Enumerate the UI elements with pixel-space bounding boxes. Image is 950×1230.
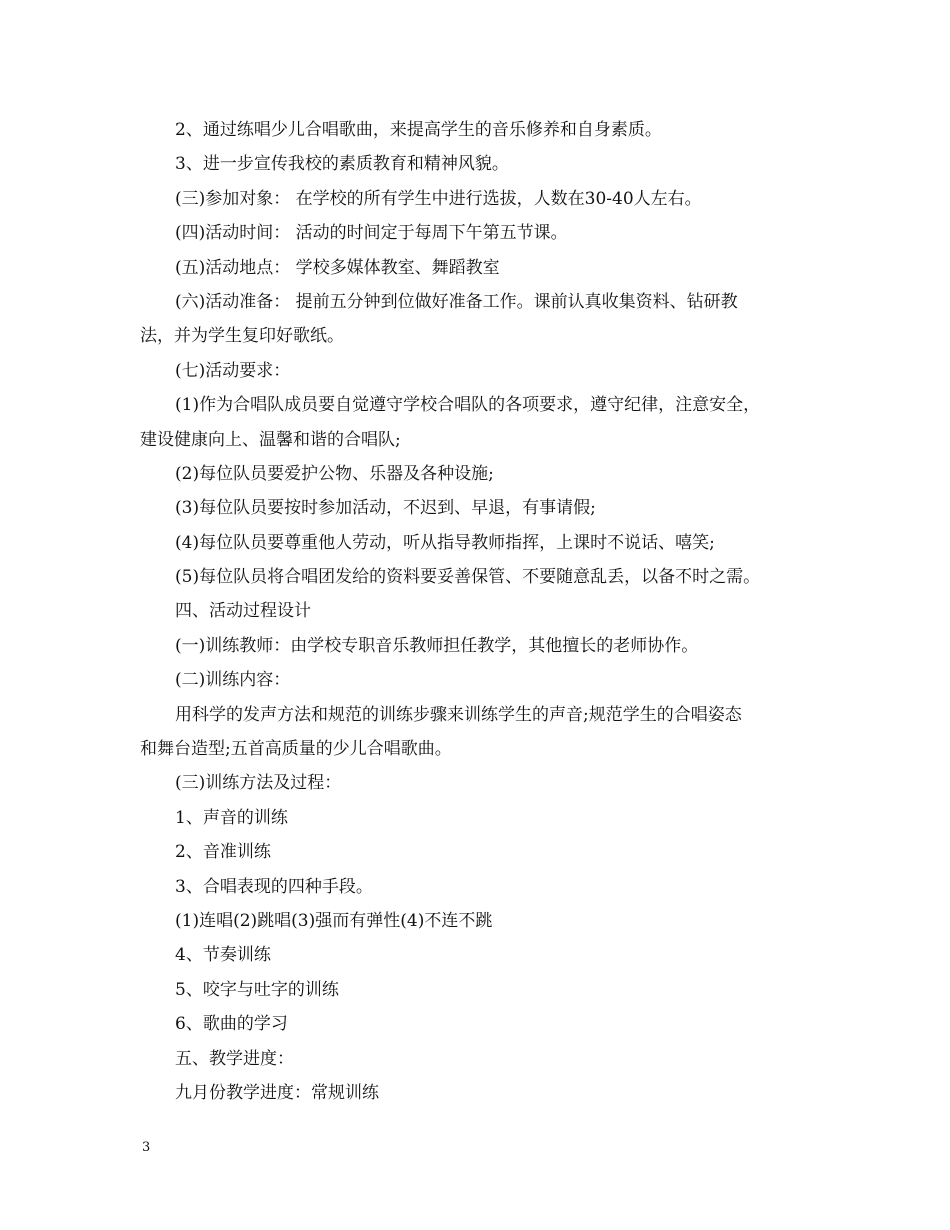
- text-line: (五)活动地点： 学校多媒体教室、舞蹈教室: [175, 257, 500, 278]
- text-line: (1)作为合唱队成员要自觉遵守学校合唱队的各项要求，遵守纪律，注意安全，: [175, 395, 761, 416]
- text-line: 1、声音的训练: [175, 807, 288, 828]
- text-line: 4、节奏训练: [175, 945, 271, 966]
- text-line: 九月份教学进度：常规训练: [175, 1082, 379, 1103]
- text-line: (4)每位队员要尊重他人劳动，听从指导教师指挥，上课时不说话、嘻笑;: [175, 532, 715, 553]
- text-line: 五、教学进度：: [175, 1048, 294, 1069]
- text-line: (四)活动时间： 活动的时间定于每周下午第五节课。: [175, 223, 568, 244]
- text-line: 2、通过练唱少儿合唱歌曲，来提高学生的音乐修养和自身素质。: [175, 120, 662, 140]
- text-line: (2)每位队员要爱护公物、乐器及各种设施;: [175, 463, 494, 484]
- text-line: 用科学的发声方法和规范的训练步骤来训练学生的声音;规范学生的合唱姿态: [175, 704, 742, 725]
- text-line: 3、进一步宣传我校的素质教育和精神风貌。: [175, 154, 509, 175]
- text-line: (六)活动准备： 提前五分钟到位做好准备工作。课前认真收集资料、钻研教: [175, 291, 738, 312]
- text-line: (5)每位队员将合唱团发给的资料要妥善保管、不要随意乱丢，以备不时之需。: [175, 567, 761, 588]
- text-line: 建设健康向上、温馨和谐的合唱队;: [140, 429, 401, 450]
- text-line: (七)活动要求：: [175, 360, 291, 381]
- text-line: 2、音准训练: [175, 842, 271, 863]
- text-line: 5、咬字与吐字的训练: [175, 979, 339, 1000]
- text-line: (二)训练内容：: [175, 670, 291, 691]
- text-line: 法，并为学生复印好歌纸。: [140, 326, 344, 347]
- text-line: (一)训练教师：由学校专职音乐教师担任教学，其他擅长的老师协作。: [175, 635, 699, 656]
- text-line: (3)每位队员要按时参加活动，不迟到、早退，有事请假;: [175, 498, 596, 519]
- page-number: 3: [142, 1140, 151, 1155]
- text-line: 四、活动过程设计: [175, 601, 311, 622]
- text-line: 和舞台造型;五首高质量的少儿合唱歌曲。: [140, 739, 452, 760]
- document-body: [140, 113, 820, 1110]
- text-line: 3、合唱表现的四种手段。: [175, 876, 373, 897]
- text-line: (三)参加对象： 在学校的所有学生中进行选拔，人数在30-40人左右。: [175, 188, 702, 209]
- text-line: (1)连唱(2)跳唱(3)强而有弹性(4)不连不跳: [175, 910, 493, 931]
- text-line: 6、歌曲的学习: [175, 1014, 288, 1035]
- text-line: (三)训练方法及过程：: [175, 773, 342, 794]
